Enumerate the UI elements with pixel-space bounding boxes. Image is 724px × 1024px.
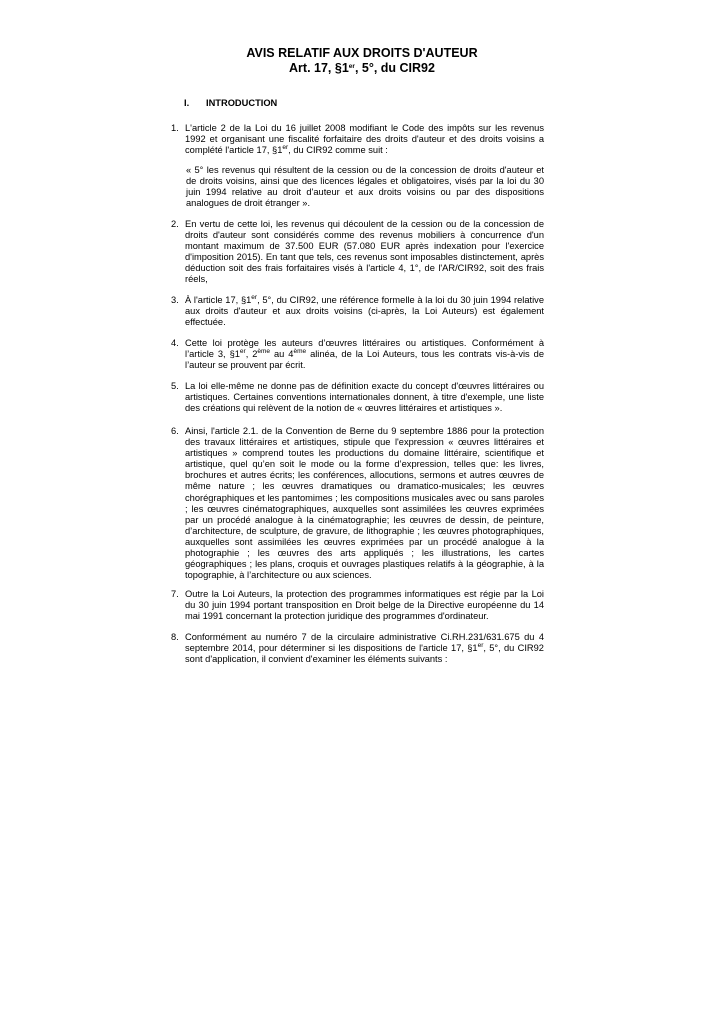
paragraph-6 <box>171 426 544 581</box>
paragraph-number: 2. <box>171 219 179 229</box>
paragraph-text: À l'article 17, §1er, 5°, du CIR92, une référence formelle à la loi du 30 juin 1994 relative aux droits d'auteur et aux droits voisins (ci-après, la Loi Auteurs) est également effectuée. <box>185 294 544 328</box>
section-heading <box>184 97 277 109</box>
paragraph-5 <box>171 381 544 414</box>
paragraph-number: 8. <box>171 632 179 642</box>
paragraph-number: 7. <box>171 589 179 599</box>
paragraph-7 <box>171 589 544 622</box>
paragraph-text: La loi elle-même ne donne pas de définition exacte du concept d'œuvres littéraires ou artistiques. Certaines conventions internationales donnent, à titre d'exemple, une liste des créations qui relèvent de la notion de « œuvres littéraires et artistiques ». <box>185 381 544 414</box>
section-number: I. <box>184 98 190 108</box>
paragraph-text: Conformément au numéro 7 de la circulaire administrative Ci.RH.231/631.675 du 4 septembre 2014, pour déterminer si les dispositions de l'article 17, §1er, 5°, du CIR92 sont d'application, il convient d'examiner les éléments suivants : <box>185 632 544 665</box>
document-title <box>0 46 724 61</box>
paragraph-text: Ainsi, l'article 2.1. de la Convention de Berne du 9 septembre 1886 pour la protection des travaux littéraires et artistiques, stipule que l'expression « œuvres littéraires et artistiques » comprend toutes les productions du domaine littéraire, scientifique et artistique, quel qu’en soit le mode ou la forme d’expression, telles que: les livres, brochures et autres écrits; les conférences, allocutions, sermons et autres œuvres de même nature ; les œuvres dramatiques ou dramatico-musicales; les œuvres chorégraphiques et les pantomimes ; les compositions musicales avec ou sans paroles ; les œuvres cinématographiques, auxquelles sont assimilées les œuvres exprimées par un procédé analogue à la cinématographie; les œuvres de dessin, de peinture, d’architecture, de sculpture, de gravure, de lithographie ; les œuvres photographiques, auxquelles sont assimilées les œuvres exprimées par un procédé analogue à la photographie ; les œuvres des arts appliqués ; les illustrations, les cartes géographiques ; les plans, croquis et ouvrages plastiques relatifs à la géographie, à la topographie, à l’architecture ou aux sciences. <box>185 426 544 581</box>
paragraph-8 <box>171 632 544 665</box>
section-title: INTRODUCTION <box>206 98 278 108</box>
paragraph-number: 5. <box>171 381 179 391</box>
paragraph-text: Cette loi protège les auteurs d’œuvres littéraires ou artistiques. Conformément à l’article 3, §1er, 2ème au 4ème alinéa, de la Loi Auteurs, tous les contrats vis-à-vis de l’auteur se prouvent par écrit. <box>185 338 544 371</box>
paragraph-2 <box>171 219 544 286</box>
paragraph-3 <box>171 295 544 328</box>
paragraph-4 <box>171 338 544 371</box>
paragraph-text: Outre la Loi Auteurs, la protection des programmes informatiques est régie par la Loi du 30 juin 1994 portant transposition en Droit belge de la Directive européenne du 14 mai 1991 concernant la protection juridique des programmes d'ordinateur. <box>185 589 544 622</box>
paragraph-number: 4. <box>171 338 179 348</box>
paragraph-1 <box>171 123 544 156</box>
paragraph-text: En vertu de cette loi, les revenus qui découlent de la cession ou de la concession de droits d'auteur sont considérés comme des revenus mobiliers à concurrence d'un montant maximum de 37.500 EUR (57.080 EUR après indexation pour l'exercice d'imposition 2015). En tant que tels, ces revenus sont imposables distinctement, après déduction soit des frais forfaitaires visés à l'article 4, 1°, de l'AR/CIR92, soit des frais réels, <box>185 219 544 285</box>
title-line-1: AVIS RELATIF AUX DROITS D'AUTEUR <box>246 46 478 60</box>
legal-quote: « 5° les revenus qui résultent de la cession ou de la concession de droits d'auteur et de droits voisins, ainsi que des licences légales et obligatoires, visés par la loi du 30 juin 1994 relative au droit d'auteur et aux droits voisins ou par des dispositions analogues de droit étranger ». <box>186 165 544 209</box>
paragraph-text: L'article 2 de la Loi du 16 juillet 2008 modifiant le Code des impôts sur les revenus 1992 et organisant une fiscalité forfaitaire des droits d'auteur et des droits voisins a complété l'article 17, §1er, du CIR92 comme suit : <box>185 123 544 156</box>
paragraph-number: 3. <box>171 295 179 305</box>
document-subtitle: Art. 17, §1er, 5°, du CIR92 <box>289 61 435 75</box>
paragraph-number: 1. <box>171 123 179 133</box>
paragraph-number: 6. <box>171 426 179 436</box>
